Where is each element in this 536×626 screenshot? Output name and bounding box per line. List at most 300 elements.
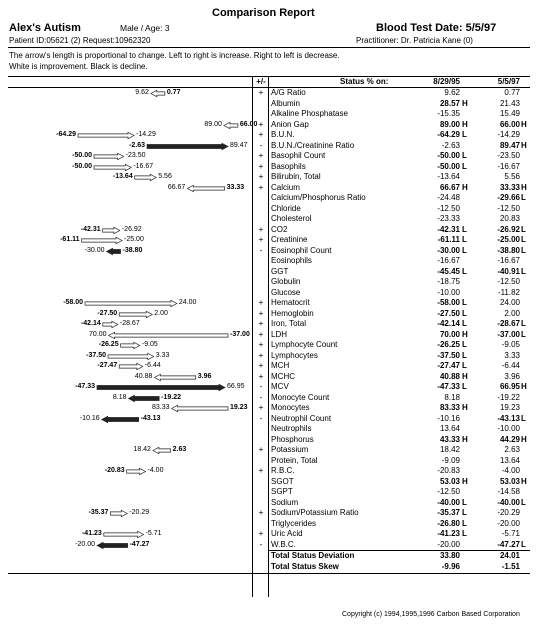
row-flag-date1: L [462, 130, 467, 139]
row-flag-date1: H [462, 403, 468, 412]
row-flag-date1: L [462, 161, 467, 171]
row-name: Hemoglobin [271, 308, 314, 318]
row-name: Neutrophil Count [271, 413, 332, 423]
change-arrow [0, 372, 252, 383]
row-value-date2: 21.43 [499, 98, 520, 108]
row-value-date1: 18.42 [439, 445, 460, 454]
row-value-date2: 5.56 [504, 172, 520, 181]
table-row [0, 141, 536, 152]
row-name: Globulin [271, 277, 301, 286]
table-row [0, 435, 536, 446]
row-flag-date2: L [521, 193, 526, 202]
row-value-date2: -29.66 [497, 193, 520, 202]
row-flag-date1: L [462, 382, 467, 391]
row-sign: + [258, 466, 264, 475]
table-row [0, 88, 536, 99]
row-value-date1: -42.14 [437, 319, 460, 328]
improvement-arrow-icon [110, 510, 127, 516]
arrow-end-label: -5.71 [145, 530, 162, 537]
row-flag-date1: L [462, 151, 467, 160]
table-row [0, 288, 536, 299]
table-row [0, 519, 536, 530]
row-value-date1: -10.00 [437, 287, 460, 297]
arrow-end-label: -16.67 [133, 162, 154, 170]
change-arrow [0, 330, 252, 341]
row-value-date1: 53.03 [439, 476, 460, 486]
row-sign: + [258, 130, 264, 139]
row-sign: + [258, 361, 264, 370]
row-value-date1: -42.31 [437, 224, 460, 234]
row-value-date1: -20.83 [437, 466, 460, 475]
row-sign: - [259, 392, 263, 402]
row-name: Monocyte Count [271, 392, 330, 402]
row-flag-date1: L [462, 340, 467, 349]
row-name: Eosinophil Count [271, 245, 332, 255]
row-value-date2: -10.00 [497, 424, 520, 433]
row-flag-date1: H [462, 371, 468, 381]
arrow-start-label: -64.29 [56, 131, 76, 138]
row-flag-date1: H [462, 476, 468, 486]
row-value-date2: 2.63 [504, 445, 520, 454]
row-value-date2: -43.13 [497, 413, 520, 423]
row-value-date2: -40.91 [497, 266, 520, 276]
header-divider [8, 47, 530, 48]
row-sign: + [258, 445, 264, 454]
improvement-arrow-icon [151, 90, 165, 96]
arrow-start-label: -20.83 [104, 467, 125, 474]
row-name: Lymphocytes [271, 350, 318, 360]
row-sign: + [258, 529, 264, 538]
change-arrow [0, 141, 252, 152]
row-flag-date1: L [462, 319, 467, 328]
change-arrow [0, 225, 252, 236]
improvement-arrow-icon [153, 447, 171, 453]
row-flag-date2: L [521, 266, 526, 276]
copyright: Copyright (c) 1994,1995,1996 Carbon Based Corporation [342, 611, 520, 618]
improvement-arrow-icon [154, 374, 195, 380]
row-sign: + [258, 172, 264, 181]
row-value-date1: -12.50 [437, 487, 460, 496]
improvement-arrow-icon [187, 185, 224, 191]
table-row [0, 130, 536, 141]
arrow-start-label: -50.00 [72, 162, 92, 170]
row-value-date1: 66.67 [439, 182, 460, 192]
table-row [0, 267, 536, 278]
arrow-end-label: -23.50 [125, 152, 146, 159]
table-row [0, 172, 536, 183]
row-name: A/G Ratio [271, 88, 306, 97]
row-flag-date2: L [521, 319, 526, 328]
arrow-start-label: -41.23 [81, 530, 102, 537]
row-sign: + [258, 340, 264, 349]
table-row [0, 256, 536, 267]
row-value-date2: 89.47 [499, 140, 520, 150]
row-value-date2: -12.50 [497, 203, 520, 213]
row-value-date1: -50.00 [437, 161, 460, 171]
change-arrow [0, 298, 252, 309]
arrow-end-label: -47.27 [129, 540, 150, 548]
arrow-start-label: 66.67 [167, 183, 186, 191]
row-value-date1: -61.11 [437, 235, 460, 244]
row-sign: + [258, 298, 264, 307]
improvement-arrow-icon [135, 174, 157, 180]
row-flag-date2: H [521, 434, 527, 444]
row-name: Uric Acid [271, 529, 303, 538]
row-value-date2: -19.22 [497, 392, 520, 402]
row-value-date2: -11.82 [497, 287, 520, 297]
change-arrow [0, 466, 252, 477]
row-value-date2: -6.44 [501, 361, 520, 370]
row-flag-date1: L [462, 235, 467, 244]
table-row [0, 540, 536, 551]
arrow-start-label: -27.50 [97, 309, 118, 317]
row-value-date2: -20.29 [497, 508, 520, 517]
row-name: Calcium/Phosphorus Ratio [271, 193, 366, 202]
row-flag-date1: L [462, 361, 467, 370]
change-arrow [0, 361, 252, 372]
row-sign: - [259, 382, 263, 391]
arrow-end-label: -19.22 [161, 393, 182, 401]
table-row [0, 340, 536, 351]
totals-value-date1: 33.80 [439, 551, 460, 560]
row-sign: + [258, 119, 264, 129]
row-name: SGOT [271, 476, 294, 486]
improvement-arrow-icon [94, 153, 124, 159]
arrow-start-label: -30.00 [84, 246, 105, 254]
row-value-date2: 3.96 [504, 371, 520, 381]
patient-sex-age: Male / Age: 3 [120, 23, 170, 33]
row-value-date1: 8.18 [444, 392, 460, 402]
row-value-date1: 9.62 [444, 88, 460, 97]
table-row [0, 487, 536, 498]
arrow-start-label: -2.63 [129, 141, 146, 149]
row-sign: + [258, 308, 264, 318]
change-arrow [0, 246, 252, 257]
row-value-date2: -38.80 [497, 245, 520, 255]
row-flag-date2: L [521, 245, 526, 255]
row-value-date1: 83.33 [439, 403, 460, 412]
row-value-date2: -9.05 [501, 340, 520, 349]
change-arrow [0, 393, 252, 404]
row-name: Eosinophils [271, 256, 312, 265]
table-row [0, 120, 536, 131]
row-value-date2: -23.50 [497, 151, 520, 160]
arrow-end-label: 3.96 [197, 372, 212, 380]
arrow-end-label: -38.80 [122, 246, 143, 254]
row-name: CO2 [271, 224, 288, 234]
row-flag-date1: L [462, 308, 467, 318]
row-name: Protein, Total [271, 455, 318, 465]
table-row [0, 246, 536, 257]
arrow-end-label: 5.56 [158, 173, 172, 180]
row-value-date1: -16.67 [437, 256, 460, 265]
change-arrow [0, 382, 252, 393]
arrow-end-label: 2.63 [172, 446, 187, 453]
row-value-date1: -9.09 [441, 455, 460, 465]
table-row [0, 225, 536, 236]
totals-value-date2: 24.01 [499, 551, 520, 560]
change-arrow [0, 120, 258, 131]
arrow-end-label: -37.00 [230, 330, 250, 338]
table-row [0, 508, 536, 519]
table-row [0, 498, 536, 509]
row-value-date2: -20.00 [497, 518, 520, 528]
row-value-date1: -12.50 [437, 203, 460, 213]
decline-arrow-icon [97, 542, 128, 548]
row-value-date1: -40.00 [437, 497, 460, 507]
arrow-end-label: 3.33 [155, 351, 170, 359]
improvement-arrow-icon [109, 332, 228, 338]
row-value-date2: -47.27 [497, 539, 520, 549]
legend-note-2: White is improvement. Black is decline. [9, 62, 148, 71]
table-bottom-rule [8, 573, 530, 574]
col-sign-header: +/- [256, 77, 266, 86]
practitioner: Practitioner: Dr. Patricia Kane (0) [356, 36, 473, 45]
totals-name: Total Status Deviation [271, 551, 355, 560]
row-value-date1: -50.00 [437, 151, 460, 160]
row-sign: + [258, 371, 264, 381]
row-value-date1: -26.80 [437, 518, 460, 528]
change-arrow [0, 319, 252, 330]
row-sign: + [258, 88, 264, 97]
row-value-date1: -26.25 [437, 340, 460, 349]
row-flag-date2: H [521, 382, 527, 391]
row-name: Hematocrit [271, 298, 310, 307]
arrow-start-label: 70.00 [89, 330, 107, 338]
arrow-end-label: -14.29 [135, 131, 156, 138]
row-name: Albumin [271, 98, 300, 108]
row-name: Monocytes [271, 403, 310, 412]
row-name: B.U.N./Creatinine Ratio [271, 140, 355, 150]
arrow-start-label: -50.00 [72, 152, 92, 159]
decline-arrow-icon [97, 384, 225, 390]
row-sign: - [259, 539, 263, 549]
table-row [0, 183, 536, 194]
row-flag-date2: H [521, 119, 527, 129]
row-value-date1: -13.64 [437, 172, 460, 181]
blood-test-date: Blood Test Date: 5/5/97 [376, 22, 497, 34]
row-value-date2: -28.67 [497, 319, 520, 328]
row-flag-date2: L [521, 539, 526, 549]
row-flag-date1: L [462, 518, 467, 528]
row-value-date2: -26.92 [497, 224, 520, 234]
row-flag-date1: H [462, 119, 468, 129]
row-value-date1: 89.00 [439, 119, 460, 129]
row-flag-date1: H [462, 182, 468, 192]
arrow-end-label: 0.77 [166, 89, 181, 96]
totals-value-date2: -1.51 [501, 561, 520, 571]
row-flag-date1: L [462, 298, 467, 307]
row-name: Anion Gap [271, 119, 309, 129]
row-flag-date2: L [521, 329, 526, 339]
row-value-date1: -35.37 [437, 508, 460, 517]
row-sign: + [258, 319, 264, 328]
row-value-date2: -4.00 [501, 466, 520, 475]
improvement-arrow-icon [108, 353, 154, 359]
row-value-date1: -27.47 [437, 361, 460, 370]
arrow-start-label: -20.00 [75, 540, 96, 548]
table-row [0, 424, 536, 435]
row-flag-date2: L [521, 497, 526, 507]
change-arrow [0, 540, 252, 551]
table-row [0, 151, 536, 162]
arrow-start-label: -35.37 [88, 509, 109, 516]
row-value-date1: 43.33 [439, 434, 460, 444]
row-value-date2: 3.33 [504, 350, 520, 360]
row-value-date1: 28.57 [439, 98, 460, 108]
row-value-date2: 33.33 [499, 182, 520, 192]
row-name: R.B.C. [271, 466, 295, 475]
arrow-start-label: -10.16 [79, 414, 100, 422]
totals-row [0, 562, 536, 573]
improvement-arrow-icon [119, 311, 152, 317]
arrow-start-label: -47.33 [75, 383, 95, 390]
row-value-date2: -25.00 [497, 235, 520, 244]
row-flag-date1: H [462, 434, 468, 444]
arrow-start-label: 40.88 [134, 372, 153, 380]
row-sign: + [258, 235, 264, 244]
row-sign: + [258, 403, 264, 412]
improvement-arrow-icon [224, 122, 238, 128]
row-flag-date2: H [521, 140, 527, 150]
row-name: W.B.C. [271, 539, 296, 549]
decline-arrow-icon [102, 416, 139, 422]
col-status-header: Status % on: [340, 77, 389, 86]
arrow-start-label: 89.00 [204, 120, 222, 128]
row-value-date2: 15.49 [499, 109, 520, 118]
row-flag-date2: L [521, 413, 526, 423]
row-flag-date1: H [462, 329, 468, 339]
row-name: Alkaline Phosphatase [271, 109, 348, 118]
row-name: Glucose [271, 287, 301, 297]
row-name: Calcium [271, 182, 300, 192]
row-value-date1: -37.50 [437, 350, 460, 360]
col-date2-header: 5/5/97 [497, 77, 520, 86]
table-row [0, 99, 536, 110]
table-row [0, 445, 536, 456]
arrow-start-label: -26.25 [98, 341, 119, 348]
change-arrow [0, 529, 252, 540]
row-sign: + [258, 224, 264, 234]
arrow-start-label: 83.33 [152, 404, 170, 411]
table-row [0, 529, 536, 540]
row-name: Triglycerides [271, 518, 317, 528]
arrow-end-label: -25.00 [124, 236, 144, 243]
table-row [0, 372, 536, 383]
row-sign: + [258, 151, 264, 160]
row-value-date2: 44.29 [499, 434, 520, 444]
row-name: Potassium [271, 445, 309, 454]
row-name: LDH [271, 329, 288, 339]
row-name: Cholesterol [271, 214, 312, 223]
row-name: SGPT [271, 487, 293, 496]
table-row [0, 235, 536, 246]
row-value-date1: 13.64 [439, 424, 460, 433]
improvement-arrow-icon [85, 300, 177, 306]
table-row [0, 204, 536, 215]
row-flag-date1: L [462, 350, 467, 360]
row-sign: + [258, 350, 264, 360]
table-row [0, 309, 536, 320]
arrow-start-label: -27.47 [97, 362, 118, 369]
row-value-date1: -20.00 [437, 539, 460, 549]
row-name: Iron, Total [271, 319, 306, 328]
arrow-end-label: -4.00 [147, 467, 164, 474]
improvement-arrow-icon [172, 405, 228, 411]
table-row [0, 162, 536, 173]
arrow-start-label: -58.00 [63, 299, 84, 306]
patient-name: Alex's Autism [9, 22, 81, 34]
row-name: Phosphorus [271, 434, 314, 444]
table-row [0, 382, 536, 393]
row-flag-date1: L [462, 245, 467, 255]
row-value-date2: 2.00 [504, 308, 520, 318]
arrow-start-label: -42.31 [80, 225, 101, 233]
row-value-date1: -47.33 [437, 382, 460, 391]
row-sign: + [258, 182, 264, 192]
row-name: Basophil Count [271, 151, 326, 160]
arrow-start-label: 9.62 [135, 89, 149, 96]
row-name: Neutrophils [271, 424, 312, 433]
row-flag-date1: L [462, 266, 467, 276]
row-name: Sodium/Potassium Ratio [271, 508, 359, 517]
change-arrow [0, 309, 252, 320]
row-flag-date1: L [462, 497, 467, 507]
row-flag-date1: L [462, 224, 467, 234]
row-flag-date2: L [521, 224, 526, 234]
row-sign: + [258, 508, 264, 517]
row-name: Chloride [271, 203, 301, 213]
arrow-end-label: 2.00 [154, 309, 168, 317]
change-arrow [0, 445, 252, 456]
table-row [0, 393, 536, 404]
arrow-end-label: 66.00 [239, 120, 258, 128]
row-value-date2: -12.50 [497, 277, 520, 286]
decline-arrow-icon [128, 395, 159, 401]
table-row [0, 330, 536, 341]
row-value-date2: -37.00 [497, 329, 520, 339]
row-value-date1: -24.48 [437, 193, 460, 202]
row-value-date1: -18.75 [437, 277, 460, 286]
improvement-arrow-icon [104, 531, 144, 537]
row-name: Basophils [271, 161, 306, 171]
arrow-start-label: -13.64 [112, 173, 133, 180]
improvement-arrow-icon [78, 132, 134, 138]
improvement-arrow-icon [94, 164, 131, 170]
row-flag-date1: L [462, 529, 467, 538]
arrow-start-label: -37.50 [86, 351, 106, 359]
arrow-end-label: -43.13 [140, 414, 161, 422]
row-name: MCHC [271, 371, 295, 381]
arrow-end-label: -6.44 [144, 362, 161, 369]
table-row [0, 477, 536, 488]
row-value-date2: 66.00 [499, 119, 520, 129]
change-arrow [0, 151, 252, 162]
arrow-end-label: -9.05 [141, 341, 158, 348]
change-arrow [0, 235, 252, 246]
arrow-start-label: 8.18 [112, 393, 127, 401]
patient-id: Patient ID:05621 (2) Request:10962320 [9, 36, 151, 45]
change-arrow [0, 172, 252, 183]
row-value-date2: 66.95 [499, 382, 520, 391]
legend-note-1: The arrow's length is proportional to change. Left to right is increase. Right to left is decrease. [9, 51, 340, 60]
row-value-date1: -58.00 [437, 298, 460, 307]
row-value-date2: 53.03 [499, 476, 520, 486]
arrow-end-label: 24.00 [178, 299, 197, 306]
decline-arrow-icon [147, 143, 228, 149]
report-title: Comparison Report [212, 7, 315, 19]
arrow-end-label: 66.95 [226, 383, 245, 390]
